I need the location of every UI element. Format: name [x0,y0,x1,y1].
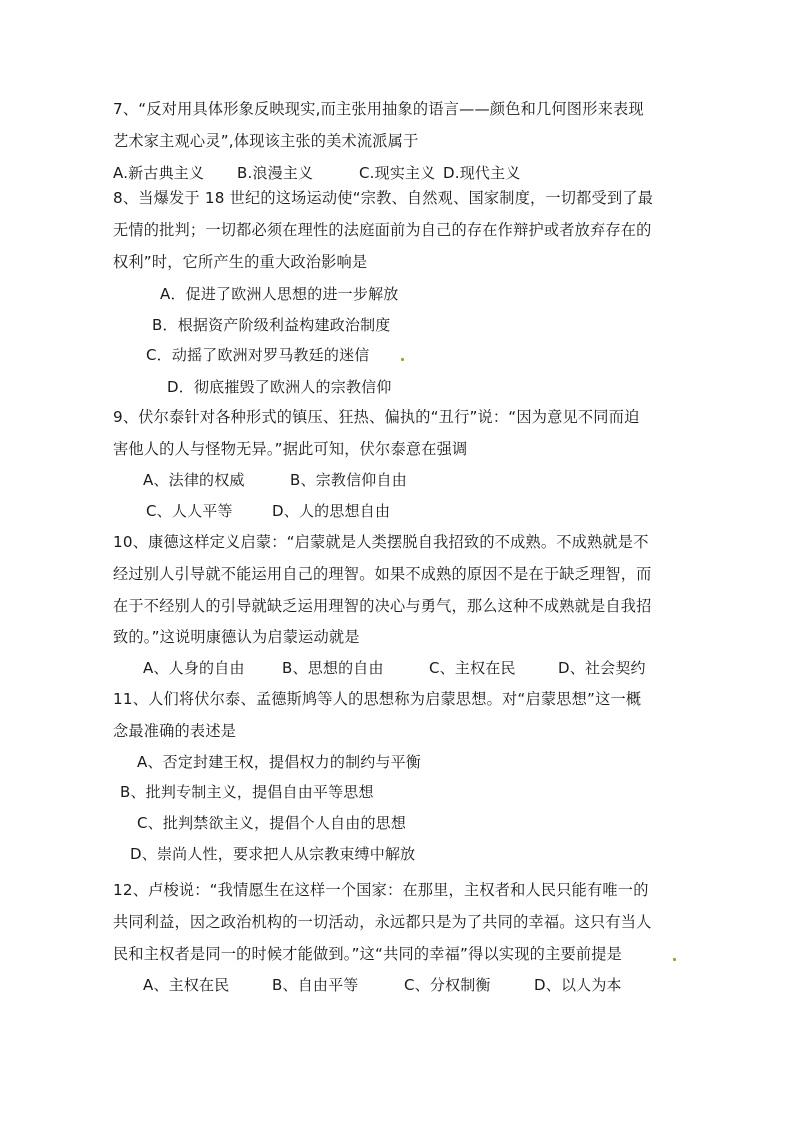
q10-option-c: C、主权在民 [429,659,516,677]
q7-option-a: A.新古典主义 [113,164,205,182]
q12-stem-line-3: 民和主权者是同一的时候才能做到。”这“共同的幸福”得以实现的主要前提是 [113,945,623,963]
q9-stem-line-2: 害他人的人与怪物无异。”据此可知，伏尔泰意在强调 [113,440,468,458]
q12-option-c: C、分权制衡 [404,976,491,994]
q8-option-b: B．根据资产阶级利益构建政治制度 [152,316,391,334]
q9-stem-line-1: 9、伏尔泰针对各种形式的镇压、狂热、偏执的“丑行”说：“因为意见不同而迫 [113,408,640,426]
q10-option-d: D、社会契约 [558,659,646,677]
q11-option-a: A、否定封建王权，提倡权力的制约与平衡 [137,753,422,771]
q12-option-a: A、主权在民 [143,976,230,994]
q9-option-b: B、宗教信仰自由 [290,471,407,489]
q7-stem-line-1: 7、“反对用具体形象反映现实,而主张用抽象的语言——颜色和几何图形来表现 [113,100,644,118]
q10-stem-line-1: 10、康德这样定义启蒙：“启蒙就是人类摆脱自我招致的不成熟。不成熟就是不 [113,533,649,551]
q8-stem-line-2: 无情的批判；一切都必须在理性的法庭面前为自己的存在作辩护或者放弃存在的 [113,221,652,239]
q9-option-d: D、人的思想自由 [272,502,391,520]
q10-stem-line-2: 经过别人引导就不能运用自己的理智。如果不成熟的原因不是在于缺乏理智，而 [113,565,652,583]
q11-option-c: C、批判禁欲主义，提倡个人自由的思想 [137,814,407,832]
q8-option-d: D．彻底摧毁了欧洲人的宗教信仰 [167,378,392,396]
q8-option-a: A．促进了欧洲人思想的进一步解放 [160,285,399,303]
q7-option-b: B.浪漫主义 [237,164,314,182]
q10-stem-line-3: 在于不经别人的引导就缺乏运用理智的决心与勇气，那么这种不成熟就是自我招 [113,597,652,615]
q8-stem-line-1: 8、当爆发于 18 世纪的这场运动使“宗教、自然观、国家制度，一切都受到了最 [113,189,654,207]
q7-option-d: D.现代主义 [443,164,521,182]
q12-stem-line-1: 12、卢梭说：“我情愿生在这样一个国家：在那里，主权者和人民只能有唯一的 [113,881,649,899]
q12-option-b: B、自由平等 [272,976,359,994]
q9-option-c: C、人人平等 [146,502,233,520]
q11-stem-line-2: 念最准确的表述是 [113,722,237,740]
q7-option-c: C.现实主义 [359,164,436,182]
q10-stem-line-4: 致的。”这说明康德认为启蒙运动就是 [113,628,360,646]
q7-stem-line-2: 艺术家主观心灵”,体现该主张的美术流派属于 [113,132,419,150]
q8-option-c: C．动摇了欧洲对罗马教廷的迷信 [146,346,370,364]
q11-option-d: D、崇尚人性，要求把人从宗教束缚中解放 [130,845,416,863]
q9-option-a: A、法律的权威 [143,471,245,489]
q10-option-b: B、思想的自由 [282,659,384,677]
q11-option-b: B、批判专制主义，提倡自由平等思想 [120,783,374,801]
stray-mark [673,958,676,961]
q11-stem-line-1: 11、人们将伏尔泰、孟德斯鸠等人的思想称为启蒙思想。对“启蒙思想”这一概 [113,690,642,708]
stray-mark [401,358,404,361]
q12-option-d: D、以人为本 [534,976,622,994]
q10-option-a: A、人身的自由 [143,659,245,677]
q8-stem-line-3: 权利”时，它所产生的重大政治影响是 [113,253,368,271]
q12-stem-line-2: 共同利益，因之政治机构的一切活动，永远都只是为了共同的幸福。这只有当人 [113,913,652,931]
